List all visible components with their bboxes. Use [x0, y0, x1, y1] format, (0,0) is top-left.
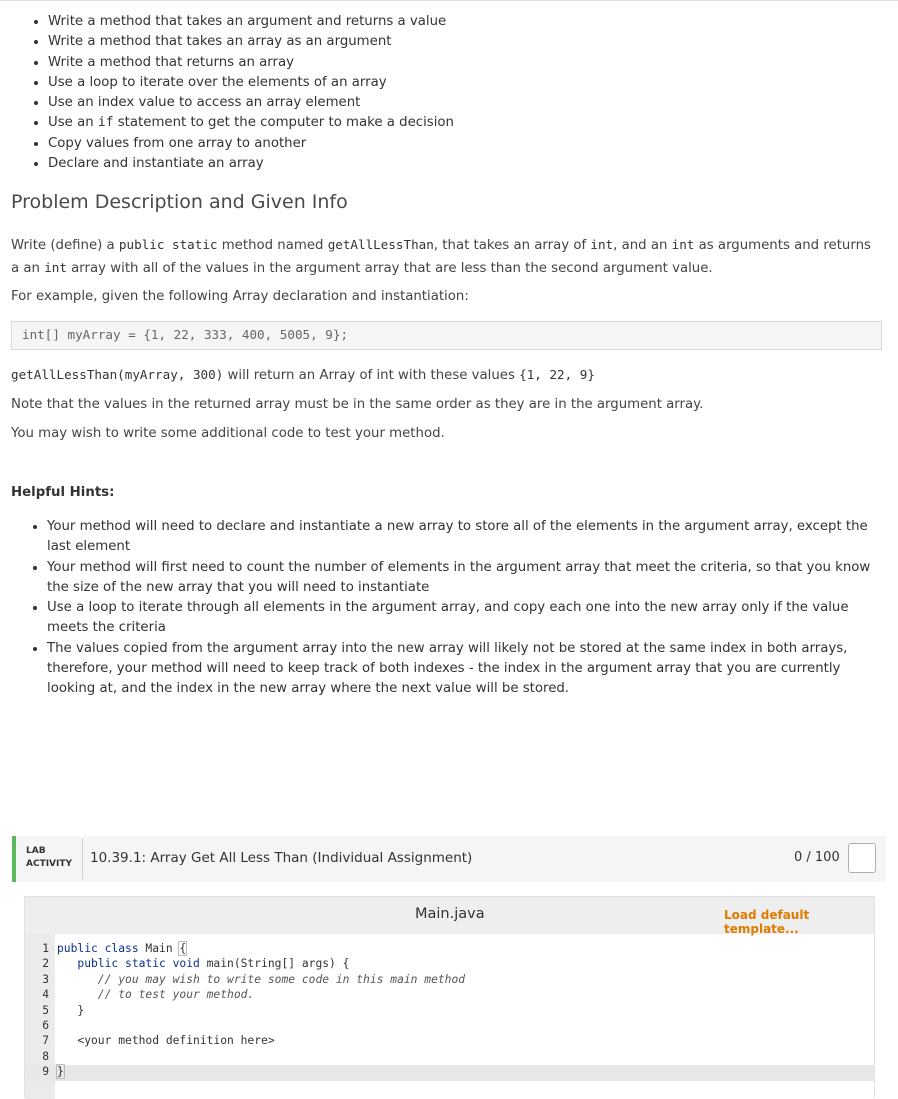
- objective-item: • Write a method that returns an array: [48, 53, 748, 73]
- code-line[interactable]: 7 <your method definition here>: [25, 1034, 874, 1049]
- header-divider: [82, 839, 83, 879]
- line-number: 3: [42, 972, 49, 986]
- order-note: Note that the values in the returned array must be in the same order as they are in the argument array.: [11, 397, 704, 412]
- hint-item: • Your method will need to declare and instantiate a new array to store all of the elements in the argument array, except the last element: [47, 517, 879, 558]
- learning-objectives-list: [10, 12, 748, 174]
- line-number: 8: [42, 1049, 49, 1063]
- line-number: 9: [42, 1065, 49, 1079]
- hints-title: Helpful Hints:: [11, 485, 115, 500]
- load-default-template-link[interactable]: Load default template...: [724, 908, 810, 936]
- code-line[interactable]: [25, 1019, 874, 1034]
- editor-toolbar: [25, 897, 874, 934]
- code-line[interactable]: 3 // you may wish to write some code in this main method: [25, 973, 874, 988]
- problem-heading: Problem Description and Given Info: [11, 191, 348, 213]
- objective-item: • Write a method that takes an argument and returns a value: [48, 12, 748, 32]
- hints-list: [10, 517, 879, 700]
- bracket-match: {: [179, 942, 187, 955]
- lab-title: 10.39.1: Array Get All Less Than (Individual Assignment): [90, 850, 473, 866]
- line-number: 4: [42, 988, 49, 1002]
- lab-score: 0 / 100: [794, 850, 840, 865]
- code-line[interactable]: 2 public static void main(String[] args) {: [25, 957, 874, 972]
- testing-note: You may wish to write some additional code to test your method.: [11, 426, 445, 441]
- code-example-block: int[] myArray = {1, 22, 333, 400, 5005, 9};: [11, 321, 882, 350]
- code-line-active[interactable]: [25, 1065, 874, 1080]
- hint-item: • The values copied from the argument array into the new array will likely not be stored at the same index in both arrays, therefore, your method will need to keep track of both indexes - the index in the argument array that you are currently looking at, and the index in the new array where the next value will be stored.: [47, 639, 879, 700]
- objective-item: • Declare and instantiate an array: [48, 154, 748, 174]
- line-number: 2: [42, 957, 49, 971]
- file-tab-main-java[interactable]: Main.java: [415, 906, 485, 922]
- example-result: getAllLessThan(myArray, 300) will return an Array of int with these values {1, 22, 9}: [11, 367, 595, 383]
- line-number: 5: [42, 1003, 49, 1017]
- bracket-match: }: [57, 1065, 64, 1079]
- hint-item: • Your method will first need to count the number of elements in the argument array that meet the criteria, so that you know the size of the new array that you will need to instantiate: [47, 558, 879, 599]
- line-number: 6: [42, 1018, 49, 1032]
- objective-item: • Use a loop to iterate over the elements of an array: [48, 73, 748, 93]
- code-line[interactable]: 4 // to test your method.: [25, 988, 874, 1003]
- objective-item: • Copy values from one array to another: [48, 134, 748, 154]
- score-badge-icon: [848, 843, 876, 873]
- hint-item: • Use a loop to iterate through all elements in the argument array, and copy each one into the new array only if the value meets the criteria: [47, 598, 879, 639]
- line-number: 7: [42, 1034, 49, 1048]
- code-line[interactable]: 1 public class Main {: [25, 942, 874, 957]
- objective-item: • Use an index value to access an array element: [48, 93, 748, 113]
- objective-item: • Use an if statement to get the computer to make a decision: [48, 113, 748, 133]
- problem-paragraph: Write (define) a public static method named getAllLessThan, that takes an array of int, and an int as arguments and returns a an int array with all of the values in the argument array that are less than the second argument value.: [11, 237, 871, 276]
- line-number: 1: [42, 942, 49, 955]
- example-intro: For example, given the following Array declaration and instantiation:: [11, 289, 469, 304]
- top-border: [0, 0, 898, 1]
- code-line[interactable]: [25, 1050, 874, 1065]
- code-line[interactable]: 5 }: [25, 1004, 874, 1019]
- lab-activity-header: [12, 836, 886, 882]
- inline-code: if: [97, 115, 114, 131]
- lab-activity-label: LAB ACTIVITY: [26, 846, 73, 869]
- code-editor[interactable]: [24, 896, 875, 1098]
- objective-item: • Write a method that takes an array as an argument: [48, 32, 748, 52]
- code-text-area[interactable]: [25, 942, 874, 1081]
